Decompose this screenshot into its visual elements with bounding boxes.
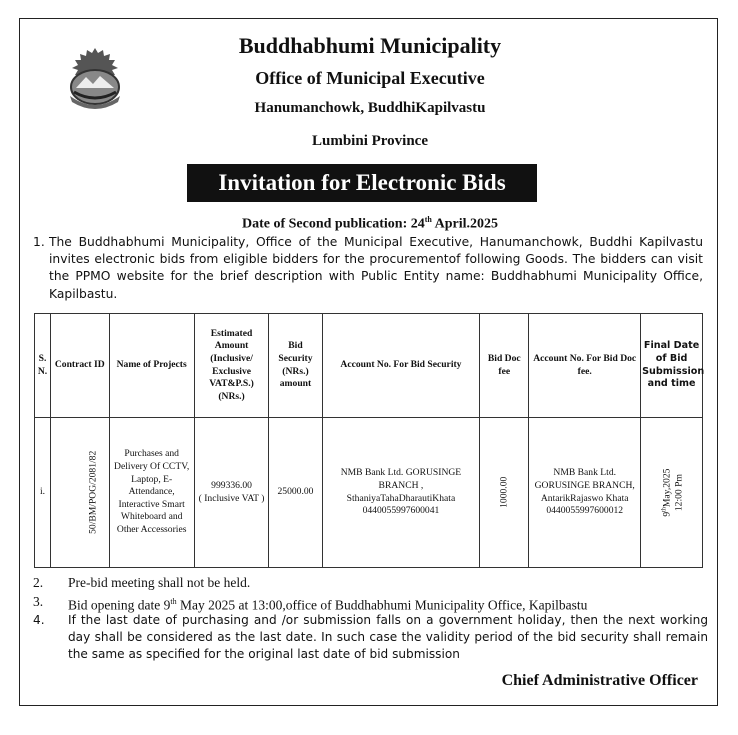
- item-number: 1.: [33, 235, 45, 249]
- municipality-name: Buddhabhumi Municipality: [238, 33, 502, 58]
- list-item: 3. Bid opening date 9th May 2025 at 13:00,office of Buddhabhumi Municipality Office, Kapilbastu: [33, 594, 588, 613]
- col-header-doc-fee-account: Account No. For Bid Doc fee.: [529, 314, 641, 418]
- col-header-bid-security: Bid Security (NRs.) amount: [269, 314, 322, 418]
- province-name: Lumbini Province: [312, 133, 428, 149]
- government-emblem-icon: [60, 44, 130, 114]
- list-item: 2. Pre-bid meeting shall not be held.: [33, 575, 251, 590]
- col-header-final-date: Final Date of Bid Submission and time: [641, 314, 703, 418]
- table-row: [35, 418, 703, 568]
- cell-doc-fee-account: NMB Bank Ltd. GORUSINGE BRANCH, AntarikRajaswo Khata 0440055997600012: [529, 418, 641, 568]
- cell-sn: i.: [35, 418, 51, 568]
- cell-final-date: 9thMay,2025 12:00 Pm: [641, 418, 703, 568]
- office-name: Office of Municipal Executive: [255, 68, 485, 88]
- office-address: Hanumanchowk, BuddhiKapilvastu: [254, 100, 486, 116]
- col-header-estimated-amount: Estimated Amount (Inclusive/ Exclusive VAT&P.S.) (NRs.): [194, 314, 269, 418]
- cell-contract-id: 50/BM/POG/2081/82: [50, 418, 109, 568]
- signature-title: Chief Administrative Officer: [501, 672, 698, 689]
- col-header-sn: S. N.: [35, 314, 51, 418]
- cell-doc-fee: 1000.00: [480, 418, 529, 568]
- cell-project: Purchases and Delivery Of CCTV, Laptop, E-Attendance, Interactive Smart Whiteboard and Other Accessories: [109, 418, 194, 568]
- list-item: 4. If the last date of purchasing and /or submission falls on a government holiday, then the next working day shall be considered as the last date. In such case the validity period of the bid security shall remain the same as specified for the original last date of bid submission: [33, 613, 708, 661]
- table-header-row: [35, 314, 703, 418]
- col-header-security-account: Account No. For Bid Security: [322, 314, 480, 418]
- publication-date: Date of Second publication: 24th April.2025: [241, 215, 499, 232]
- paragraph-text: The Buddhabhumi Municipality, Office of the Municipal Executive, Hanumanchowk, Buddhi Kapilvastu invites electronic bids from eligible bidders for the procurementof following Goods. The bidders can visit the PPMO website for the brief description with Public Entity name: Buddhabhumi Municipality Office, Kapilbastu.: [49, 235, 703, 301]
- cell-security-account: NMB Bank Ltd. GORUSINGE BRANCH , SthaniyaTahaDharautiKhata 0440055997600041: [322, 418, 480, 568]
- col-header-project: Name of Projects: [109, 314, 194, 418]
- paragraph-1: [33, 234, 703, 303]
- cell-amount: 999336.00 ( Inclusive VAT ): [194, 418, 269, 568]
- cell-security: 25000.00: [269, 418, 322, 568]
- notice-title-banner: Invitation for Electronic Bids: [187, 164, 537, 202]
- col-header-doc-fee: Bid Doc fee: [480, 314, 529, 418]
- bid-table: [34, 313, 703, 568]
- col-header-contract-id: Contract ID: [50, 314, 109, 418]
